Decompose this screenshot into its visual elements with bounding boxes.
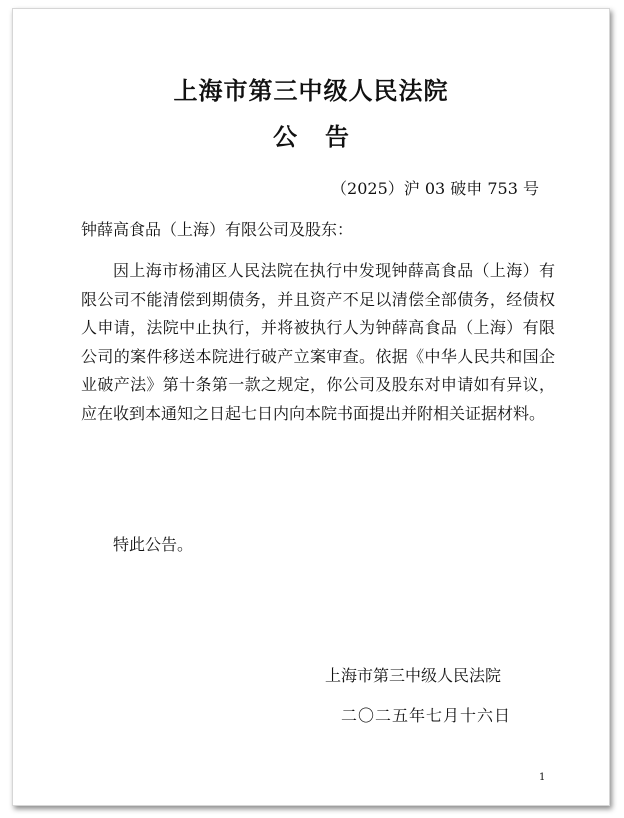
closing-phrase: 特此公告。 [113,535,194,554]
signature-date: 二〇二五年七月十六日 [341,706,512,725]
page-number: 1 [539,772,546,783]
signature-court: 上海市第三中级人民法院 [325,666,502,685]
notice-title: 公告 [273,122,377,151]
case-number: （2025）沪 03 破申 753 号 [331,179,539,198]
addressee: 钟薛高食品（上海）有限公司及股东： [81,220,354,239]
court-name-heading: 上海市第三中级人民法院 [173,76,449,105]
document-page [12,8,610,806]
notice-body: 因上海市杨浦区人民法院在执行中发现钟薛高食品（上海）有限公司不能清偿到期债务，并且资产不足以清偿全部债务，经债权人申请，法院中止执行，并将被执行人为钟薛高食品（上海）有限公司的案件移送本院进行破产立案审查。依据《中华人民共和国企业破产法》第十条第一款之规定，你公司及股东对申请如有异议，应在收到本通知之日起七日内向本院书面提出并附相关证据材料。 [81,261,555,423]
